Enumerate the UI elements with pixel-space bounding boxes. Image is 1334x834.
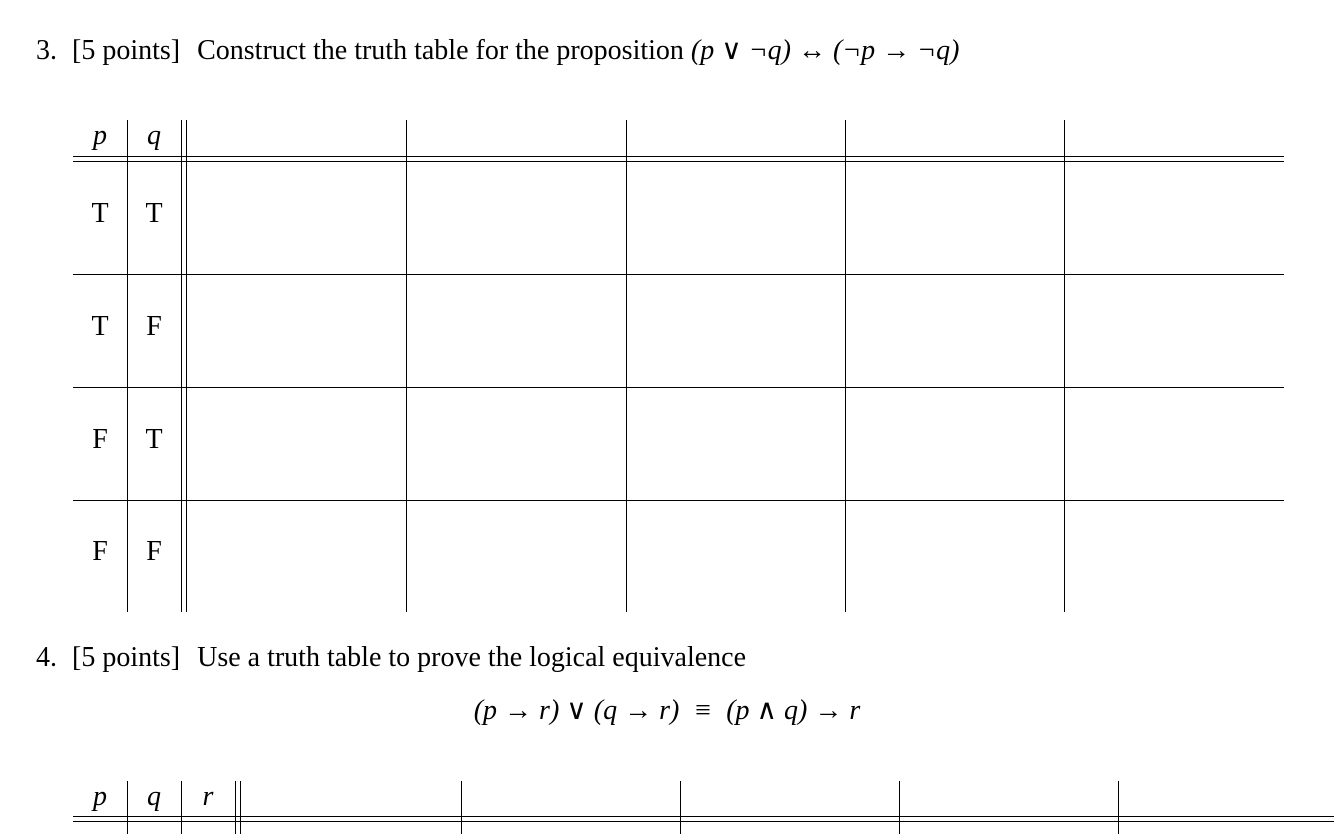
column-divider	[406, 120, 407, 612]
equivalence-formula: (p → r) ∨ (q → r) ≡ (p ∧ q) → r	[473, 695, 861, 726]
question-prompt: Use a truth table to prove the logical equivalence	[197, 642, 747, 673]
header-p: p	[93, 781, 107, 812]
header-rule-top	[73, 816, 1334, 817]
question-prompt: Construct the truth table for the proposition	[197, 35, 684, 66]
question-4-heading	[36, 642, 746, 674]
table-cell: F	[146, 536, 162, 567]
table-cell: T	[91, 198, 109, 229]
table-cell: T	[145, 198, 163, 229]
column-divider	[127, 120, 128, 612]
column-divider	[680, 781, 681, 834]
row-divider	[73, 387, 1284, 388]
column-divider	[626, 120, 627, 612]
header-p: p	[93, 120, 107, 151]
question-formula: (p ∨ ¬q) ↔ (¬p → ¬q)	[690, 35, 960, 66]
table-cell: F	[146, 311, 162, 342]
row-divider	[73, 274, 1284, 275]
column-divider	[461, 781, 462, 834]
column-divider	[1118, 781, 1119, 834]
question-points: [5 points]	[72, 35, 181, 66]
question-points: [5 points]	[72, 642, 181, 673]
header-q: q	[147, 120, 161, 151]
table-cell: F	[92, 536, 108, 567]
column-divider	[899, 781, 900, 834]
header-rule-bottom	[73, 161, 1284, 162]
column-divider	[845, 120, 846, 612]
column-double-divider	[186, 120, 187, 612]
column-divider	[1064, 120, 1065, 612]
column-divider	[127, 781, 128, 834]
column-double-divider	[181, 120, 182, 612]
column-double-divider	[235, 781, 236, 834]
table-cell: T	[145, 424, 163, 455]
column-double-divider	[240, 781, 241, 834]
table-cell: F	[92, 424, 108, 455]
question-number: 3.	[36, 35, 57, 66]
row-divider	[73, 500, 1284, 501]
header-rule-top	[73, 156, 1284, 157]
table-cell: T	[91, 311, 109, 342]
header-r: r	[202, 781, 214, 812]
question-3-heading	[36, 33, 959, 67]
column-divider	[181, 781, 182, 834]
question-number: 4.	[36, 642, 57, 673]
header-q: q	[147, 781, 161, 812]
header-rule-bottom	[73, 821, 1334, 822]
